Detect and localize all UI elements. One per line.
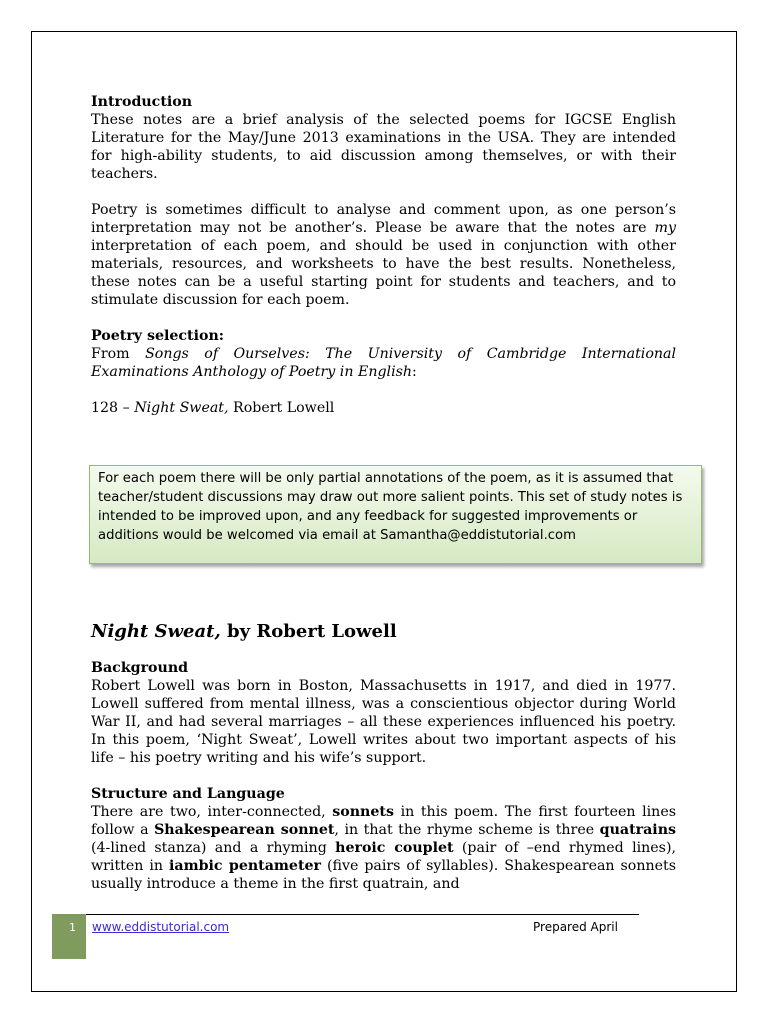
footer-prepared-text: Prepared April — [533, 920, 618, 934]
selection-heading: Poetry selection: — [91, 328, 225, 344]
structure-text: There are two, inter-connected, sonnets in this poem. The first fourteen lines follow a Shakespearean sonnet, in that the rhyme scheme is three quatrains (4-lined stanza) and a rhyming heroic couplet (pair of –end rhymed lines), written in iambic pentameter (five pairs of syllables). Shakespearean sonnets usually introduce a theme in the first quatrain, and — [91, 804, 677, 892]
background-heading: Background — [91, 660, 189, 676]
intro-section — [91, 93, 676, 417]
analysis-section — [91, 659, 676, 893]
footer-website-link[interactable]: www.eddistutorial.com — [92, 920, 230, 934]
intro-paragraph-1: These notes are a brief analysis of the selected poems for IGCSE English Literature for the May/June 2013 examinations in the USA. They are intended for high-ability students, to aid discussion among themselves, or with their teachers. — [91, 112, 676, 182]
footer-rule — [86, 914, 639, 915]
study-notes-callout — [89, 465, 702, 564]
callout-text: For each poem there will be only partial annotations of the poem, as it is assumed that teacher/student discussions may draw out more salient points. This set of study notes is intended to be improved upon, and any feedback for suggested improvements or additions would be welcomed via email at Samantha@eddistutorial.com — [98, 471, 683, 543]
selection-source: From Songs of Ourselves: The University of Cambridge International Examinations Anthology of Poetry in English: — [91, 346, 676, 380]
page-number: 1 — [69, 921, 76, 934]
poem-title: Night Sweat, by Robert Lowell — [91, 621, 397, 642]
selection-entry: 128 – Night Sweat, Robert Lowell — [91, 400, 335, 416]
intro-heading: Introduction — [91, 94, 193, 110]
intro-paragraph-2: Poetry is sometimes difficult to analyse and comment upon, as one person’s interpretation may not be another’s. Please be aware that the notes are my interpretation of each poem, and should be used in conjunction with other materials, resources, and worksheets to have the best results. Nonetheless, these notes can be a useful starting point for students and teachers, and to stimulate discussion for each poem. — [91, 202, 676, 308]
background-text: Robert Lowell was born in Boston, Massachusetts in 1917, and died in 1977. Lowell suffered from mental illness, was a conscientious objector during World War II, and had several marriages – all these experiences influenced his poetry. In this poem, ‘Night Sweat’, Lowell writes about two important aspects of his life – his poetry writing and his wife’s support. — [91, 678, 676, 766]
structure-heading: Structure and Language — [91, 786, 285, 802]
